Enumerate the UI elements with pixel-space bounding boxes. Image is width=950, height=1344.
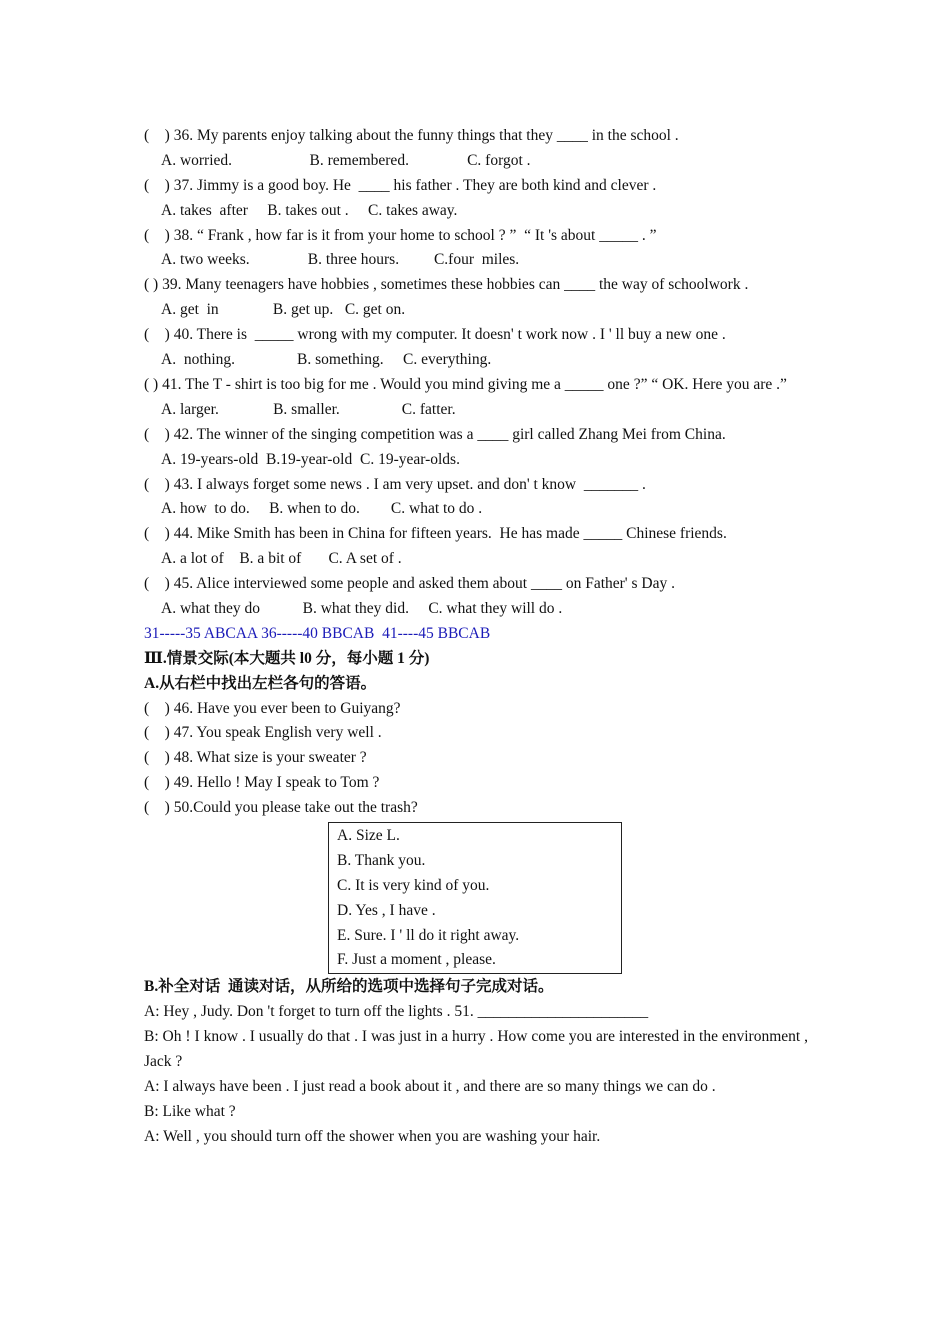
question-stem: ( ) 39. Many teenagers have hobbies , sometimes these hobbies can ____ the way of schoolwork . (144, 276, 749, 294)
mc-question-40 (144, 323, 808, 373)
dialogue-line: A: I always have been . I just read a book about it , and there are so many things we can do . (144, 1077, 716, 1095)
question-options: A. what they do B. what they did. C. what they will do . (161, 599, 563, 617)
question-options: A. get in B. get up. C. get on. (161, 301, 406, 319)
section-3-title: Ⅲ.情景交际(本大题共 l0 分，每小题 1 分) (144, 649, 430, 667)
dialogue (144, 1000, 808, 1149)
question-stem: ( ) 42. The winner of the singing competition was a ____ girl called Zhang Mei from China. (144, 425, 726, 443)
question-options: A. 19-years-old B.19-year-old C. 19-year-olds. (161, 450, 460, 468)
question-stem: ( ) 38. “ Frank , how far is it from your home to school ? ” “ It 's about _____ . ” (144, 226, 657, 244)
mc-question-41 (144, 373, 808, 423)
matching-option-e: E. Sure. I ' ll do it right away. (337, 926, 520, 944)
matching-options-box (328, 822, 622, 974)
matching-option-b: B. Thank you. (337, 851, 426, 869)
answer-key: 31-----35 ABCAA 36-----40 BBCAB 41----45 BBCAB (144, 624, 491, 642)
dialogue-line: A: Hey , Judy. Don 't forget to turn off the lights . 51. ______________________ (144, 1003, 649, 1021)
dialogue-line: A: Well , you should turn off the shower when you are washing your hair. (144, 1127, 601, 1145)
matching-option-f: F. Just a moment , please. (337, 951, 496, 969)
matching-option-c: C. It is very kind of you. (337, 876, 490, 894)
matching-option-a: A. Size L. (337, 826, 400, 844)
question-stem: ( ) 45. Alice interviewed some people and asked them about ____ on Father' s Day . (144, 575, 675, 593)
question-options: A. worried. B. remembered. C. forgot . (161, 151, 531, 169)
matching-question-46: ( ) 46. Have you ever been to Guiyang? (144, 699, 401, 717)
dialogue-line: B: Like what ? (144, 1102, 236, 1120)
question-options: A. nothing. B. something. C. everything. (161, 351, 492, 369)
document-page (144, 124, 808, 1150)
question-stem: ( ) 40. There is _____ wrong with my computer. It doesn' t work now . I ' ll buy a new one . (144, 326, 726, 344)
mc-question-39 (144, 273, 808, 323)
part-b-title: B.补全对话 通读对话，从所给的选项中选择句子完成对话。 (144, 978, 554, 996)
question-stem: ( ) 44. Mike Smith has been in China for fifteen years. He has made _____ Chinese friends. (144, 525, 727, 543)
question-options: A. how to do. B. when to do. C. what to do . (161, 500, 483, 518)
mc-question-43 (144, 473, 808, 523)
part-a-title: A.从右栏中找出左栏各句的答语。 (144, 674, 377, 692)
question-stem: ( ) 43. I always forget some news . I am very upset. and don' t know _______ . (144, 475, 646, 493)
matching-question-47: ( ) 47. You speak English very well . (144, 724, 382, 742)
mc-question-42 (144, 423, 808, 473)
question-options: A. a lot of B. a bit of C. A set of . (161, 550, 402, 568)
question-stem: ( ) 37. Jimmy is a good boy. He ____ his father . They are both kind and clever . (144, 176, 657, 194)
question-options: A. takes after B. takes out . C. takes away. (161, 201, 458, 219)
matching-question-50: ( ) 50.Could you please take out the trash? (144, 799, 418, 817)
question-options: A. larger. B. smaller. C. fatter. (161, 400, 456, 418)
mc-question-37 (144, 174, 808, 224)
matching-questions (144, 697, 808, 821)
question-options: A. two weeks. B. three hours. C.four miles. (161, 251, 520, 269)
mc-question-44 (144, 522, 808, 572)
mc-question-38 (144, 224, 808, 274)
matching-question-49: ( ) 49. Hello ! May I speak to Tom ? (144, 774, 380, 792)
question-stem: ( ) 36. My parents enjoy talking about the funny things that they ____ in the school . (144, 127, 679, 144)
dialogue-line: B: Oh ! I know . I usually do that . I was just in a hurry . How come you are interested in the environment , Jack ? (144, 1028, 808, 1070)
matching-question-48: ( ) 48. What size is your sweater ? (144, 749, 367, 767)
mc-question-45 (144, 572, 808, 622)
matching-option-d: D. Yes , I have . (337, 901, 436, 919)
question-stem: ( ) 41. The T - shirt is too big for me . Would you mind giving me a _____ one ?” “ OK. Here you are .” (144, 375, 787, 393)
mc-question-36 (144, 124, 808, 174)
